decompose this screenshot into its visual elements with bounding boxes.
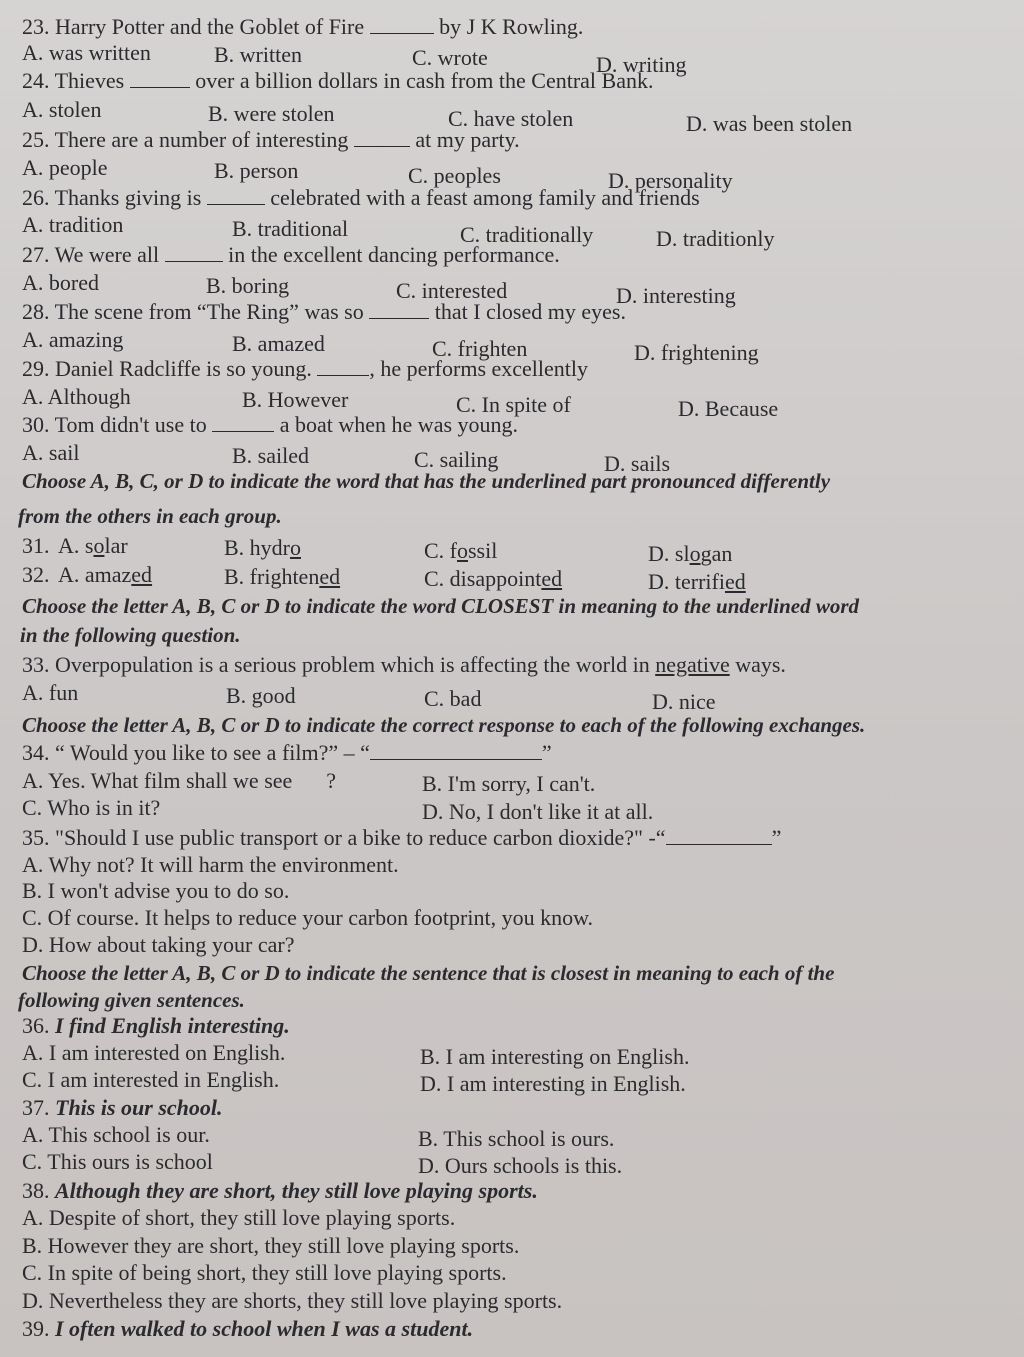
option-a: A. amazed bbox=[58, 562, 153, 587]
answer-blank bbox=[370, 741, 542, 760]
question-text: 33. Overpopulation is a serious problem which is affecting the world in bbox=[22, 652, 650, 677]
option-a: A. sail bbox=[22, 440, 80, 465]
question-stem: This is our school. bbox=[55, 1095, 223, 1120]
question-text-end: celebrated with a feast among family and friends bbox=[270, 185, 700, 210]
option-c: C. sailing bbox=[414, 447, 499, 472]
option-d: D. Because bbox=[678, 396, 779, 421]
question-36: 36. I find English interesting. bbox=[22, 1013, 290, 1038]
option-c: C. fossil bbox=[424, 538, 498, 563]
option-a: A. stolen bbox=[22, 97, 102, 122]
question-text: 28. The scene from “The Ring” was so bbox=[22, 299, 364, 324]
option-a: A. amazing bbox=[22, 327, 124, 352]
option-d: D. No, I don't like it at all. bbox=[422, 799, 654, 824]
question-31-number: 31. bbox=[22, 533, 50, 558]
question-38: 38. Although they are short, they still love playing sports. bbox=[22, 1178, 538, 1203]
option-d: D. terrified bbox=[648, 569, 746, 594]
option-c: C. have stolen bbox=[448, 106, 574, 131]
option-c: C. wrote bbox=[412, 45, 488, 70]
question-text-end: ways. bbox=[735, 652, 786, 677]
question-text: 24. Thieves bbox=[22, 68, 125, 93]
answer-blank bbox=[317, 357, 369, 376]
option-d: D. Nevertheless they are shorts, they still love playing sports. bbox=[22, 1288, 563, 1313]
question-text: 34. “ Would you like to see a film?” – “ bbox=[22, 740, 370, 765]
question-text-end: , he performs excellently bbox=[369, 356, 589, 381]
option-b: B. However bbox=[242, 387, 349, 412]
option-a: A. I am interested on English. bbox=[22, 1040, 286, 1065]
question-text: 26. Thanks giving is bbox=[22, 185, 202, 210]
question-23 bbox=[22, 14, 583, 40]
option-b: B. I won't advise you to do so. bbox=[22, 878, 290, 903]
instruction-heading: Choose A, B, C, or D to indicate the word that has the underlined part pronounced differently bbox=[22, 469, 831, 493]
option-c: C. In spite of being short, they still love playing sports. bbox=[22, 1260, 507, 1285]
question-text: 29. Daniel Radcliffe is so young. bbox=[22, 356, 312, 381]
option-a: A. fun bbox=[22, 680, 79, 705]
option-b: B. frightened bbox=[224, 564, 341, 589]
question-32-number: 32. bbox=[22, 562, 50, 587]
option-c: C. interested bbox=[396, 278, 508, 303]
underlined-word: negative bbox=[655, 652, 730, 677]
question-text-end: over a billion dollars in cash from the Central Bank. bbox=[195, 68, 654, 93]
answer-blank bbox=[207, 186, 265, 205]
instruction-heading: Choose the letter A, B, C or D to indicate the sentence that is closest in meaning to each of the bbox=[22, 961, 835, 985]
option-b: B. I am interesting on English. bbox=[420, 1044, 690, 1069]
option-a: A. was written bbox=[22, 40, 151, 65]
option-d: D. How about taking your car? bbox=[22, 932, 295, 957]
question-29 bbox=[22, 356, 588, 382]
option-b: B. good bbox=[226, 683, 296, 708]
option-d: D. Ours schools is this. bbox=[418, 1153, 623, 1178]
question-35: 35. "Should I use public transport or a bike to reduce carbon dioxide?" -“ ” bbox=[22, 825, 782, 850]
option-c: C. Of course. It helps to reduce your carbon footprint, you know. bbox=[22, 905, 594, 930]
option-d: D. interesting bbox=[616, 283, 736, 308]
question-text-end: in the excellent dancing performance. bbox=[228, 242, 560, 267]
option-a: A. Why not? It will harm the environment. bbox=[22, 852, 399, 877]
question-text: 27. We were all bbox=[22, 242, 160, 267]
question-27 bbox=[22, 242, 560, 268]
option-a: A. tradition bbox=[22, 212, 124, 237]
option-b: B. amazed bbox=[232, 331, 325, 356]
option-b: B. This school is ours. bbox=[418, 1126, 615, 1151]
question-stem: I often walked to school when I was a student. bbox=[55, 1316, 474, 1341]
question-33 bbox=[22, 652, 786, 678]
option-c: C. bad bbox=[424, 686, 482, 711]
instruction-heading: Choose the letter A, B, C or D to indicate the correct response to each of the following exchanges. bbox=[22, 713, 866, 737]
instruction-heading: in the following question. bbox=[20, 623, 241, 647]
option-a: A. solar bbox=[58, 533, 128, 558]
option-c: C. frighten bbox=[432, 336, 528, 361]
question-24 bbox=[22, 68, 653, 94]
option-d: D. personality bbox=[608, 168, 733, 193]
answer-blank bbox=[369, 300, 429, 319]
option-d: D. sails bbox=[604, 451, 670, 476]
option-a: A. Although bbox=[22, 384, 131, 409]
option-d: D. writing bbox=[596, 52, 687, 77]
question-30 bbox=[22, 412, 518, 438]
answer-blank bbox=[354, 128, 410, 147]
option-d: D. frightening bbox=[634, 340, 759, 365]
option-b: B. However they are short, they still love playing sports. bbox=[22, 1233, 520, 1258]
question-25 bbox=[22, 127, 520, 153]
question-stem: I find English interesting. bbox=[55, 1013, 290, 1038]
question-28 bbox=[22, 299, 626, 325]
question-text-end: by J K Rowling. bbox=[439, 14, 584, 39]
option-c: C. traditionally bbox=[460, 222, 594, 247]
option-a: A. people bbox=[22, 155, 108, 180]
instruction-heading: following given sentences. bbox=[18, 988, 245, 1012]
option-b: B. traditional bbox=[232, 216, 349, 241]
option-c: C. In spite of bbox=[456, 392, 571, 417]
question-text-end: that I closed my eyes. bbox=[434, 299, 626, 324]
option-d: D. slogan bbox=[648, 541, 733, 566]
question-text: 35. "Should I use public transport or a bike to reduce carbon dioxide?" -“ bbox=[22, 825, 666, 850]
option-d: D. nice bbox=[652, 689, 716, 714]
option-d: D. I am interesting in English. bbox=[420, 1071, 686, 1096]
question-text: 23. Harry Potter and the Goblet of Fire bbox=[22, 14, 365, 39]
question-stem: Although they are short, they still love playing sports. bbox=[55, 1178, 538, 1203]
question-text-end: at my party. bbox=[415, 127, 520, 152]
option-c: C. This ours is school bbox=[22, 1149, 213, 1174]
option-b: B. person bbox=[214, 158, 299, 183]
option-a: A. Yes. What film shall we see ? bbox=[22, 768, 337, 793]
option-a: A. bored bbox=[22, 270, 99, 295]
instruction-heading: Choose the letter A, B, C or D to indicate the word CLOSEST in meaning to the underlined word bbox=[22, 594, 860, 618]
option-b: B. were stolen bbox=[208, 101, 335, 126]
option-b: B. I'm sorry, I can't. bbox=[422, 771, 596, 796]
option-d: D. was been stolen bbox=[686, 111, 853, 136]
question-text-end: a boat when he was young. bbox=[279, 412, 519, 437]
option-c: C. disappointed bbox=[424, 566, 563, 591]
option-a: A. Despite of short, they still love playing sports. bbox=[22, 1205, 456, 1230]
option-a: A. This school is our. bbox=[22, 1122, 210, 1147]
answer-blank bbox=[212, 413, 274, 432]
answer-blank bbox=[130, 69, 190, 88]
option-c: C. I am interested in English. bbox=[22, 1067, 280, 1092]
option-b: B. boring bbox=[206, 273, 290, 298]
option-c: C. Who is in it? bbox=[22, 795, 161, 820]
question-text: 25. There are a number of interesting bbox=[22, 127, 349, 152]
question-37: 37. This is our school. bbox=[22, 1095, 223, 1120]
option-b: B. sailed bbox=[232, 443, 309, 468]
option-c: C. peoples bbox=[408, 163, 501, 188]
option-b: B. hydro bbox=[224, 535, 301, 560]
option-b: B. written bbox=[214, 42, 302, 67]
answer-blank bbox=[666, 826, 772, 845]
question-text: 30. Tom didn't use to bbox=[22, 412, 207, 437]
answer-blank bbox=[165, 243, 223, 262]
answer-blank bbox=[370, 15, 434, 34]
question-34: 34. “ Would you like to see a film?” – “ ” bbox=[22, 740, 552, 765]
question-26 bbox=[22, 185, 700, 211]
question-39: 39. I often walked to school when I was a student. bbox=[22, 1316, 474, 1341]
option-d: D. traditionly bbox=[656, 226, 775, 251]
instruction-heading: from the others in each group. bbox=[18, 504, 282, 528]
